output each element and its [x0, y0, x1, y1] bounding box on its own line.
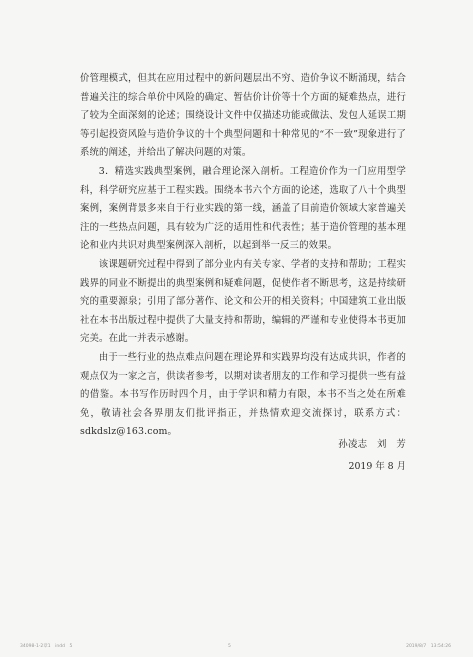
page-number: 5 [228, 644, 231, 649]
print-file-label: 34098-1-2章1 indd 5 [20, 644, 73, 649]
author-names: 孙凌志 刘 芳 [338, 439, 406, 450]
paragraph-4: 由于一些行业的热点难点问题在理论界和实践界均没有达成共识，作者的观点仅为一家之言，供读者参考，以期对读者朋友的工作和学习提供一些有益的借鉴。本书写作历时四个月，由于学识和精力有限，本书不当之处在所难免，敬请社会各界朋友们批评指正，并热情欢迎交流探讨，联系方式：sdkdslz@163.com。 [80, 351, 406, 438]
print-timestamp: 2019/8/7 13:54:26 [406, 644, 451, 649]
paragraph-3: 该课题研究过程中得到了部分业内有关专家、学者的支持和帮助；工程实践界的同业不断提出的典型案例和疑难问题，促使作者不断思考，这是持续研究的重要源泉；引用了部分著作、论文和公开的相关资料；中国建筑工业出版社在本书出版过程中提供了大量支持和帮助，编辑的严谨和专业使得本书更加完美。在此一并表示感谢。 [80, 258, 406, 345]
preface-body [80, 70, 406, 442]
paragraph-2: 3．精选实践典型案例，融合理论深入剖析。工程造价作为一门应用型学科，科学研究应基于工程实践。围绕本书六个方面的论述，选取了八十个典型案例，案例背景多来自于行业实践的第一线，涵盖了目前造价领域大家普遍关注的一些热点问题，具有较为广泛的适用性和代表性；基于造价管理的基本理论和业内共识对典型案例深入剖析，以起到举一反三的效果。 [80, 165, 406, 252]
signature-date: 2019 年 8 月 [348, 461, 406, 472]
paragraph-1: 价管理模式，但其在应用过程中的新问题层出不穷、造价争议不断涌现，结合普遍关注的综合单价中风险的确定、暂估价计价等十个方面的疑难热点，进行了较为全面深刻的论述；围绕设计文件中仅描述功能或做法、发包人延误工期等引起投资风险与造价争议的十个典型问题和十种常见的“不一致”现象进行了系统的阐述，并给出了解决问题的对策。 [80, 73, 406, 159]
signature-block [338, 434, 406, 478]
